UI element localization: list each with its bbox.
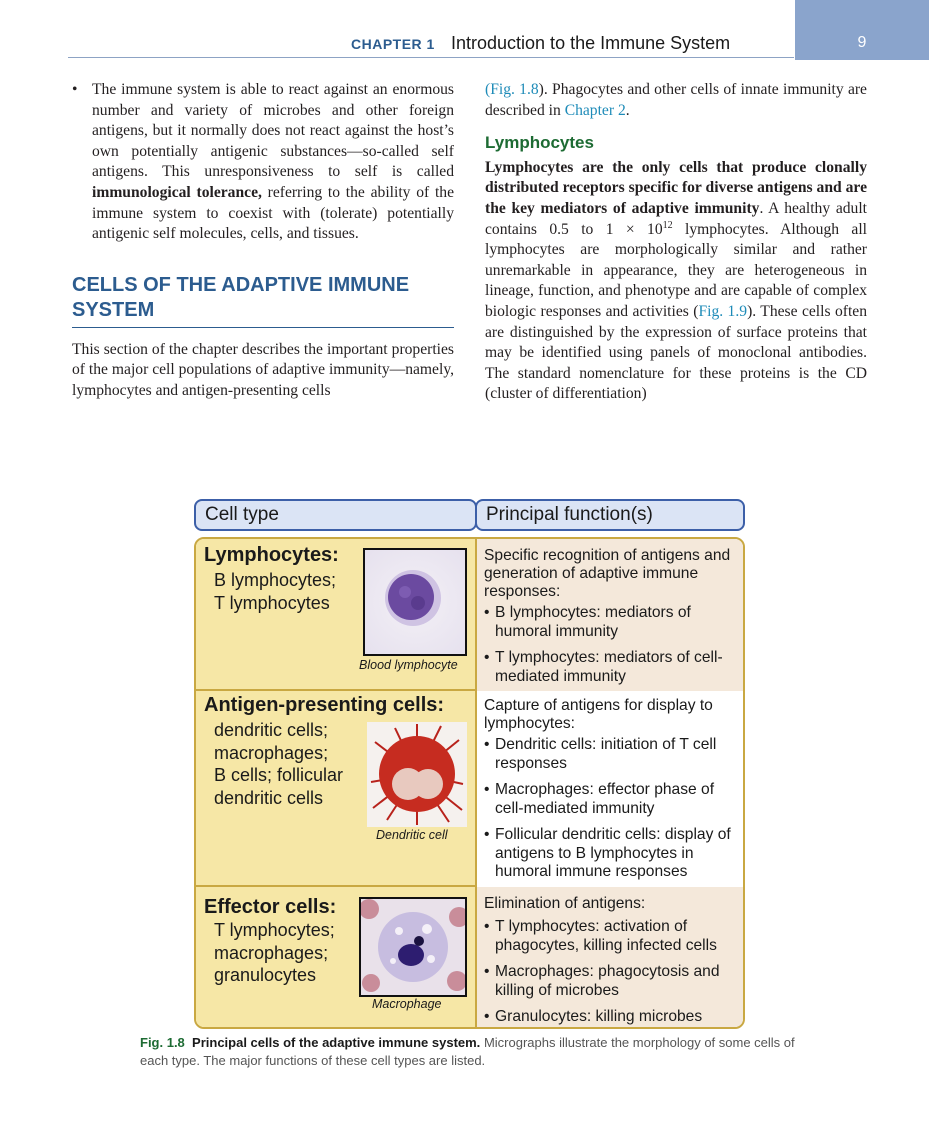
figure-title: Principal cells of the adaptive immune system. bbox=[192, 1035, 481, 1050]
left-column bbox=[72, 80, 454, 402]
dendritic-cell-micrograph bbox=[367, 722, 467, 827]
lymphocytes-subheading: Lymphocytes bbox=[485, 133, 594, 153]
function-bullet-text: Macrophages: phagocytosis and killing of microbes bbox=[495, 963, 720, 999]
cell-type-header: Cell type bbox=[194, 499, 477, 531]
section-paragraph: This section of the chapter describes the important properties of the major cell populations of adaptive immunity—namely, lymphocytes and antigen-presenting cells bbox=[72, 340, 454, 399]
red-cell bbox=[449, 907, 465, 927]
bullet-marker: • bbox=[484, 604, 490, 621]
function-bullet-text: Follicular dendritic cells: display of antigens to B lymphocytes in humoral immune responses bbox=[495, 826, 731, 880]
function-bullet-text: B lymphocytes: mediators of humoral immunity bbox=[495, 604, 691, 640]
function-header: Principal function(s) bbox=[475, 499, 745, 531]
function-bullet bbox=[484, 736, 745, 773]
subtype: granulocytes bbox=[214, 965, 317, 985]
lymphocytes-function-intro: Specific recognition of antigens and generation of adaptive immune responses: bbox=[484, 547, 731, 601]
chapter-title: Introduction to the Immune System bbox=[451, 33, 731, 53]
subtype: T lymphocytes bbox=[214, 592, 330, 613]
bullet-marker: • bbox=[484, 918, 490, 935]
macrophage-micrograph bbox=[359, 897, 467, 997]
chapter-2-link[interactable]: Chapter 2 bbox=[564, 101, 626, 119]
lymphocytes-text-1: . A healthy adult contains 0.5 to 1 × 10 bbox=[485, 199, 867, 238]
bullet-text-end: referring to the ability of the immune system to coexist with (tolerate) potentially antigenic self molecules, cells, and tissues. bbox=[92, 183, 454, 243]
nucleus-texture bbox=[411, 596, 425, 610]
macrophage-caption: Macrophage bbox=[372, 997, 442, 1011]
fig-1-8-link[interactable]: (Fig. 1.8 bbox=[485, 81, 539, 98]
subtype: macrophages; bbox=[214, 742, 329, 763]
section-heading: CELLS OF THE ADAPTIVE IMMUNE SYSTEM bbox=[72, 273, 454, 328]
page-number: 9 bbox=[857, 34, 867, 51]
dendritic-cell-image bbox=[367, 722, 467, 827]
blood-lymphocyte-micrograph bbox=[363, 548, 467, 656]
effector-subtypes bbox=[214, 919, 335, 987]
granule bbox=[414, 936, 424, 946]
subtype: B cells; follicular bbox=[214, 765, 344, 785]
lymphocyte-image bbox=[365, 550, 465, 654]
subtype: macrophages; bbox=[214, 942, 329, 963]
vacuole bbox=[395, 927, 403, 935]
bullet-marker: • bbox=[484, 649, 490, 666]
lymphocytes-lead: Lymphocytes are the only cells that produce clonally distributed receptors specific for diverse antigens and are the key mediators of adaptive immunity bbox=[485, 158, 867, 217]
apc-title: Antigen-presenting cells: bbox=[204, 694, 445, 716]
function-bullet bbox=[484, 1008, 745, 1027]
vacuole bbox=[390, 958, 396, 964]
subtype: B lymphocytes; bbox=[214, 570, 337, 590]
bullet-marker: • bbox=[484, 736, 490, 753]
vacuole bbox=[427, 955, 435, 963]
function-bullet bbox=[484, 918, 745, 955]
tolerance-bullet bbox=[72, 80, 454, 245]
nucleus bbox=[398, 944, 424, 966]
header-rule bbox=[68, 57, 794, 58]
lymphocytes-title: Lymphocytes: bbox=[204, 544, 339, 566]
bullet-marker: • bbox=[72, 81, 78, 98]
apc-function-intro: Capture of antigens for display to lymphocytes: bbox=[484, 697, 713, 733]
lymphocytes-text-2: lymphocytes. Although all lymphocytes are morphologically similar and rather unremarkable in appearance, they are heterogeneous in lineage, function, and phenotype and are capable of complex biologic responses and activities ( bbox=[485, 220, 868, 320]
red-cell bbox=[447, 971, 465, 991]
vacuole bbox=[422, 924, 432, 934]
lymphocytes-text-3: ). These cells often are distinguished by the expression of surface proteins that may be identified using panels of monoclonal antibodies. The standard nomenclature for these proteins is the CD (cluster of differentiation) bbox=[485, 302, 867, 403]
fig-1-9-link[interactable]: Fig. 1.9 bbox=[698, 302, 748, 320]
effector-cells-title: Effector cells: bbox=[204, 896, 337, 918]
apc-subtypes bbox=[214, 719, 343, 809]
bullet-marker: • bbox=[484, 826, 490, 843]
running-header bbox=[0, 0, 929, 60]
bullet-marker: • bbox=[484, 1008, 490, 1025]
function-bullet bbox=[484, 781, 745, 818]
subtype: dendritic cells; bbox=[214, 720, 329, 740]
figure-1-8 bbox=[194, 499, 746, 1031]
nucleus bbox=[413, 769, 443, 799]
nucleus-texture bbox=[399, 586, 411, 598]
subtype: T lymphocytes; bbox=[214, 920, 335, 940]
figure-label: Fig. 1.8 bbox=[140, 1035, 185, 1050]
function-bullet-text: T lymphocytes: activation of phagocytes, killing infected cells bbox=[495, 918, 717, 954]
bullet-marker: • bbox=[484, 781, 490, 798]
dendritic-cell-caption: Dendritic cell bbox=[376, 828, 448, 842]
lymphocytes-paragraph bbox=[485, 158, 867, 405]
right-column bbox=[485, 80, 867, 405]
function-bullet-text: Macrophages: effector phase of cell-mediated immunity bbox=[495, 781, 715, 817]
immunological-tolerance-term: immunological tolerance, bbox=[92, 183, 262, 201]
effector-function-intro: Elimination of antigens: bbox=[484, 895, 646, 912]
row-divider bbox=[196, 689, 477, 691]
function-bullet bbox=[484, 826, 745, 882]
function-bullet bbox=[484, 963, 745, 1000]
bullet-marker: • bbox=[484, 963, 490, 980]
figure-table bbox=[194, 537, 745, 1029]
function-bullet-text: Granulocytes: killing microbes bbox=[495, 1008, 703, 1025]
subtype: dendritic cells bbox=[214, 787, 324, 808]
macrophage-image bbox=[361, 899, 465, 995]
chapter-label: CHAPTER 1 bbox=[351, 36, 435, 52]
exponent: 12 bbox=[662, 219, 673, 231]
continuation-paragraph bbox=[485, 80, 867, 121]
function-bullet-text: Dendritic cells: initiation of T cell responses bbox=[495, 736, 717, 772]
continuation-end: . bbox=[625, 101, 630, 119]
lymphocytes-subtypes bbox=[214, 569, 336, 614]
red-cell bbox=[362, 974, 380, 992]
function-bullet-text: T lymphocytes: mediators of cell-mediated immunity bbox=[495, 649, 723, 685]
nucleus bbox=[388, 574, 434, 620]
row-divider bbox=[196, 885, 477, 887]
bullet-text-start: The immune system is able to react against an enormous number and variety of microbes and other foreign antigens, but it normally does not react against the host’s own potentially antigenic substances—so-called self antigens. This unresponsiveness to self is called bbox=[92, 81, 454, 181]
continuation-text: ). Phagocytes and other cells of innate immunity are described in bbox=[485, 81, 867, 119]
figure-caption-text: Micrographs illustrate the morphology of some cells of each type. The major functions of these cell types are listed. bbox=[140, 1035, 795, 1068]
function-bullet bbox=[484, 649, 745, 686]
figure-caption bbox=[140, 1034, 810, 1070]
red-cell bbox=[361, 899, 379, 919]
function-bullet bbox=[484, 604, 745, 641]
blood-lymphocyte-caption: Blood lymphocyte bbox=[359, 658, 458, 672]
